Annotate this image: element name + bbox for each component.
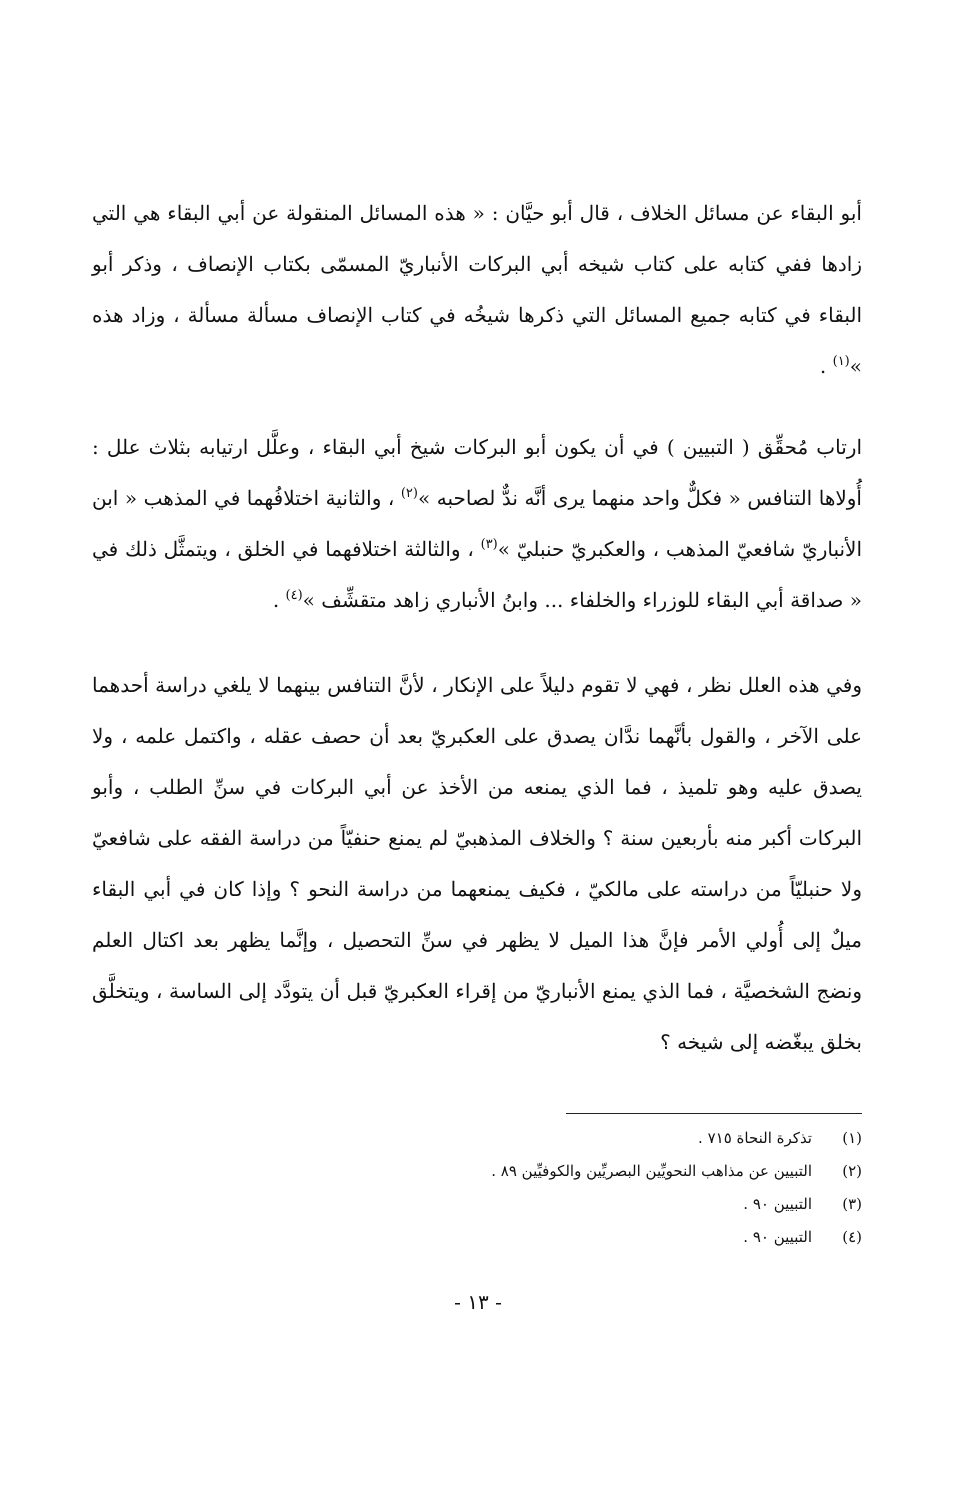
paragraph-2 xyxy=(92,422,862,626)
footnote-number: (٢) xyxy=(842,1162,862,1180)
footnote-number: (١) xyxy=(842,1129,862,1147)
footnote-number: (٤) xyxy=(842,1228,862,1246)
footnote-item xyxy=(92,1221,862,1254)
paragraph-3-text: وفي هذه العلل نظر ، فهي لا تقوم دليلاً على الإنكار ، لأنَّ التنافس بينهما لا يلغي دراسة أحدهما على الآخر ، والقول بأنَّهما ندَّان يصدق على العكبريّ بعد أن حصف عقله ، واكتمل علمه ، ولا يصدق عليه وهو تلميذ ، فما الذي يمنعه من الأخذ عن أبي البركات في سنِّ الطلب ، وأبو البركات أكبر منه بأربعين سنة ؟ والخلاف المذهبيّ لم يمنع حنفيّاً من دراسة الفقه على شافعيّ ولا حنبليّاً من دراسته على مالكيّ ، فكيف يمنعهما من دراسة النحو ؟ وإذا كان في أبي البقاء ميلٌ إلى أُولي الأمر فإنَّ هذا الميل لا يظهر في سنِّ التحصيل ، وإنَّما يظهر بعد اكتال العلم ونضج الشخصيَّة ، فما الذي يمنع الأنباريّ من إقراء العكبريّ قبل أن يتودَّد إلى الساسة ، ويتخلَّق بخلق يبغّضه إلى شيخه ؟ xyxy=(92,673,862,1054)
footnote-ref-3: (٣) xyxy=(480,537,498,552)
footnote-ref-2: (٢) xyxy=(400,486,418,501)
paragraph-2-seg1: ارتاب مُحقِّق ( التبيين ) في أن يكون أبو البركات شيخ أبي البقاء ، وعلَّل ارتيابه بثلاث علل : أُولاها التنافس « فكلٌّ واحد منهما يرى أنَّه ندٌّ لصاحبه » xyxy=(92,435,863,510)
footnote-item xyxy=(92,1155,862,1188)
footnote-text: التبيين ٩٠ . xyxy=(743,1228,812,1246)
footnote-ref-4: (٤) xyxy=(285,588,303,603)
footnote-text: التبيين ٩٠ . xyxy=(743,1195,812,1213)
footnote-number: (٣) xyxy=(842,1195,862,1213)
paragraph-3 xyxy=(92,660,862,1068)
main-text xyxy=(92,188,862,1068)
footnote-separator xyxy=(566,1113,862,1114)
paragraph-2-seg3: ، والثالثة اختلافهما في الخلق ، ويتمثَّل ذلك في « صداقة أبي البقاء للوزراء والخلفاء ... وابنُ الأنباري زاهد متقشِّف » xyxy=(92,537,862,612)
footnotes xyxy=(92,1122,862,1254)
footnote-item xyxy=(92,1188,862,1221)
paragraph-1-text: أبو البقاء عن مسائل الخلاف ، قال أبو حيَّان : « هذه المسائل المنقولة عن أبي البقاء هي التي زادها ففي كتابه على كتاب شيخه أبي البركات الأنباريّ المسمّى بكتاب الإنصاف ، وذكر أبو البقاء في كتابه جميع المسائل التي ذكرها شيخُه في كتاب الإنصاف مسألة مسألة ، وزاد هذه » xyxy=(92,201,862,378)
footnote-item xyxy=(92,1122,862,1155)
footnote-ref-1: (١) xyxy=(832,354,850,369)
paragraph-1-end: . xyxy=(819,354,833,378)
paragraph-2-seg2: ، والثانية اختلافُهما في المذهب « ابن الأنباريّ شافعيّ المذهب ، والعكبريّ حنبليّ » xyxy=(92,486,863,561)
paragraph-1 xyxy=(92,188,862,392)
footnote-text: التبيين عن مذاهب النحويِّين البصريِّين والكوفيِّين ٨٩ . xyxy=(491,1162,812,1180)
footnote-text: تذكرة النحاة ٧١٥ . xyxy=(698,1129,812,1147)
page-number: - ١٣ - xyxy=(454,1290,502,1314)
paragraph-2-end: . xyxy=(272,588,286,612)
